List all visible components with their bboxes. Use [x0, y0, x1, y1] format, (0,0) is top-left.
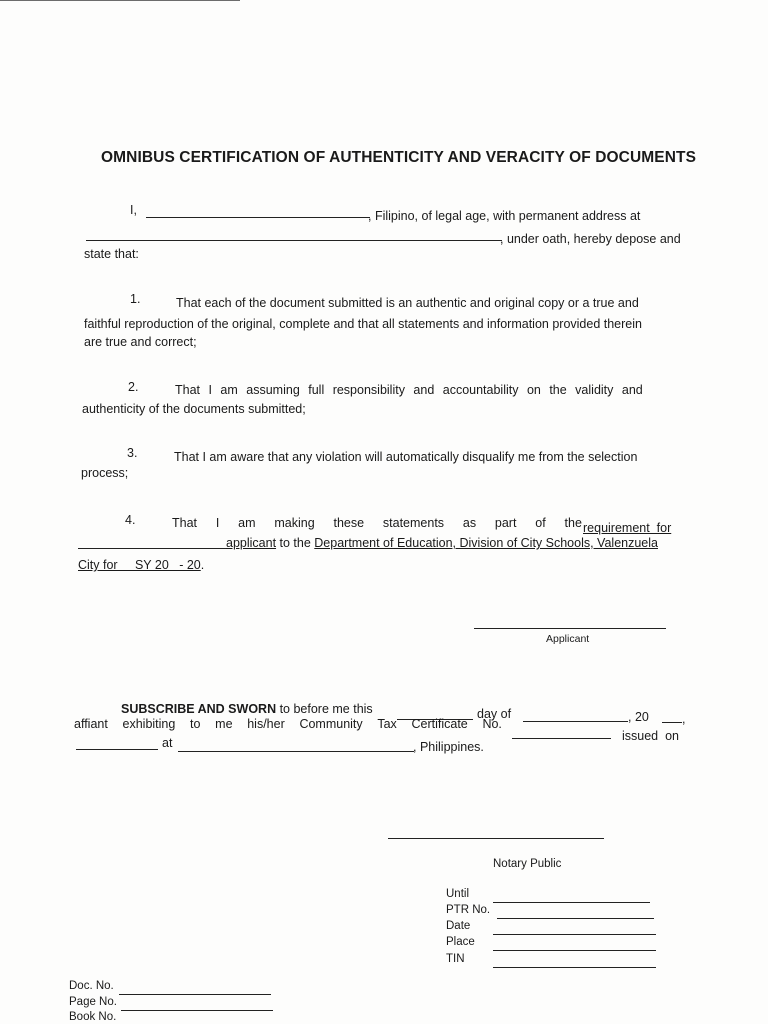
- item-4-line-3: [78, 559, 204, 572]
- jurat-year-blank-line: [662, 722, 682, 723]
- item-4-number: 4.: [125, 513, 136, 527]
- page-no-line: [121, 1010, 273, 1011]
- notary-ptr-line: [497, 918, 654, 919]
- item-4-word: part: [494, 516, 517, 530]
- jurat-year-suffix: ,: [682, 712, 686, 726]
- jurat-year-prefix: , 20: [628, 710, 649, 724]
- doc-no-line: [119, 994, 271, 995]
- jurat-word: his/her: [247, 717, 285, 731]
- item-4-line-2: [226, 537, 658, 550]
- jurat-to-before: to before me this: [276, 702, 373, 716]
- jurat-line-1: [121, 703, 373, 716]
- jurat-at: at: [162, 736, 173, 750]
- item-4-department: Department of Education, Division of City Schools, Valenzuela: [314, 536, 658, 550]
- item-4-line-3-end: .: [200, 558, 205, 572]
- notary-until-line: [493, 902, 650, 903]
- jurat-word: exhibiting: [122, 717, 176, 731]
- notary-signature-line: [388, 838, 604, 839]
- notary-date-line: [493, 934, 656, 935]
- item-4-word: I: [215, 516, 220, 530]
- scan-edge-line: [0, 0, 240, 1]
- item-2-number: 2.: [128, 380, 139, 394]
- notary-place-line: [493, 950, 656, 951]
- item-1-number: 1.: [130, 292, 141, 306]
- notary-tin-line: [493, 967, 656, 968]
- jurat-word: to: [190, 717, 201, 731]
- jurat-issued-on: issued on: [622, 729, 679, 743]
- document-title: OMNIBUS CERTIFICATION OF AUTHENTICITY AND VERACITY OF DOCUMENTS: [101, 149, 697, 166]
- notary-date-label: Date: [446, 920, 471, 932]
- item-4-word: as: [462, 516, 477, 530]
- jurat-word: Community: [299, 717, 363, 731]
- jurat-subscribe-sworn: SUBSCRIBE AND SWORN: [121, 702, 277, 716]
- page-no-label: Page No.: [69, 996, 117, 1008]
- address-blank-line: [86, 240, 502, 241]
- item-3-number: 3.: [127, 446, 138, 460]
- intro-line2-text: , under oath, hereby depose and: [500, 232, 681, 246]
- jurat-philippines: , Philippines.: [413, 740, 484, 754]
- item-4-city-for-sy: City for SY 20 - 20: [78, 558, 201, 572]
- item-4-line-1: [172, 517, 582, 530]
- jurat-word: Certificate: [411, 717, 468, 731]
- jurat-line-2: [74, 718, 502, 731]
- intro-line1-text: , Filipino, of legal age, with permanent address at: [368, 209, 641, 223]
- doc-no-label: Doc. No.: [69, 980, 114, 992]
- jurat-word: No.: [482, 717, 502, 731]
- jurat-place-blank-line: [178, 751, 414, 752]
- item-4-blank-line: [78, 548, 226, 549]
- item-4-word: the: [564, 516, 582, 530]
- item-3-line-2: process;: [81, 466, 129, 480]
- item-4-word: statements: [382, 516, 445, 530]
- jurat-word: affiant: [74, 717, 108, 731]
- applicant-label: Applicant: [546, 633, 590, 645]
- item-2-line-1: That I am assuming full responsibility and accountability on the validity and: [175, 383, 643, 397]
- intro-line3-text: state that:: [84, 247, 139, 261]
- notary-until-label: Until: [446, 888, 470, 900]
- jurat-ctc-blank-line: [512, 738, 611, 739]
- notary-ptr-label: PTR No.: [446, 904, 491, 916]
- jurat-word: me: [215, 717, 233, 731]
- item-4-word: making: [274, 516, 315, 530]
- notary-place-label: Place: [446, 936, 475, 948]
- item-4-requirement-for: requirement for: [583, 521, 672, 535]
- item-3-line-1: That I am aware that any violation will automatically disqualify me from the selection: [174, 450, 638, 464]
- item-4-word: these: [333, 516, 365, 530]
- book-no-label: Book No.: [69, 1011, 117, 1023]
- item-4-to-the: to the: [276, 536, 315, 550]
- jurat-day-of: day of: [477, 707, 512, 721]
- jurat-issued-date-blank-line: [76, 749, 158, 750]
- jurat-month-blank-line: [523, 721, 628, 722]
- item-4-applicant: applicant: [226, 536, 277, 550]
- item-2-line-2: authenticity of the documents submitted;: [82, 402, 306, 416]
- item-1-line-2: faithful reproduction of the original, complete and that all statements and information provided therein: [84, 317, 642, 331]
- notary-tin-label: TIN: [446, 953, 465, 965]
- jurat-word: Tax: [377, 717, 397, 731]
- item-4-word: That: [172, 516, 198, 530]
- item-4-word: of: [535, 516, 546, 530]
- applicant-signature-line: [474, 628, 666, 629]
- item-1-line-1: That each of the document submitted is an authentic and original copy or a true and: [176, 296, 639, 310]
- intro-i: I,: [130, 203, 137, 217]
- item-4-word: am: [238, 516, 256, 530]
- item-1-line-3: are true and correct;: [84, 335, 197, 349]
- notary-public-label: Notary Public: [493, 858, 562, 870]
- name-blank-line: [146, 217, 370, 218]
